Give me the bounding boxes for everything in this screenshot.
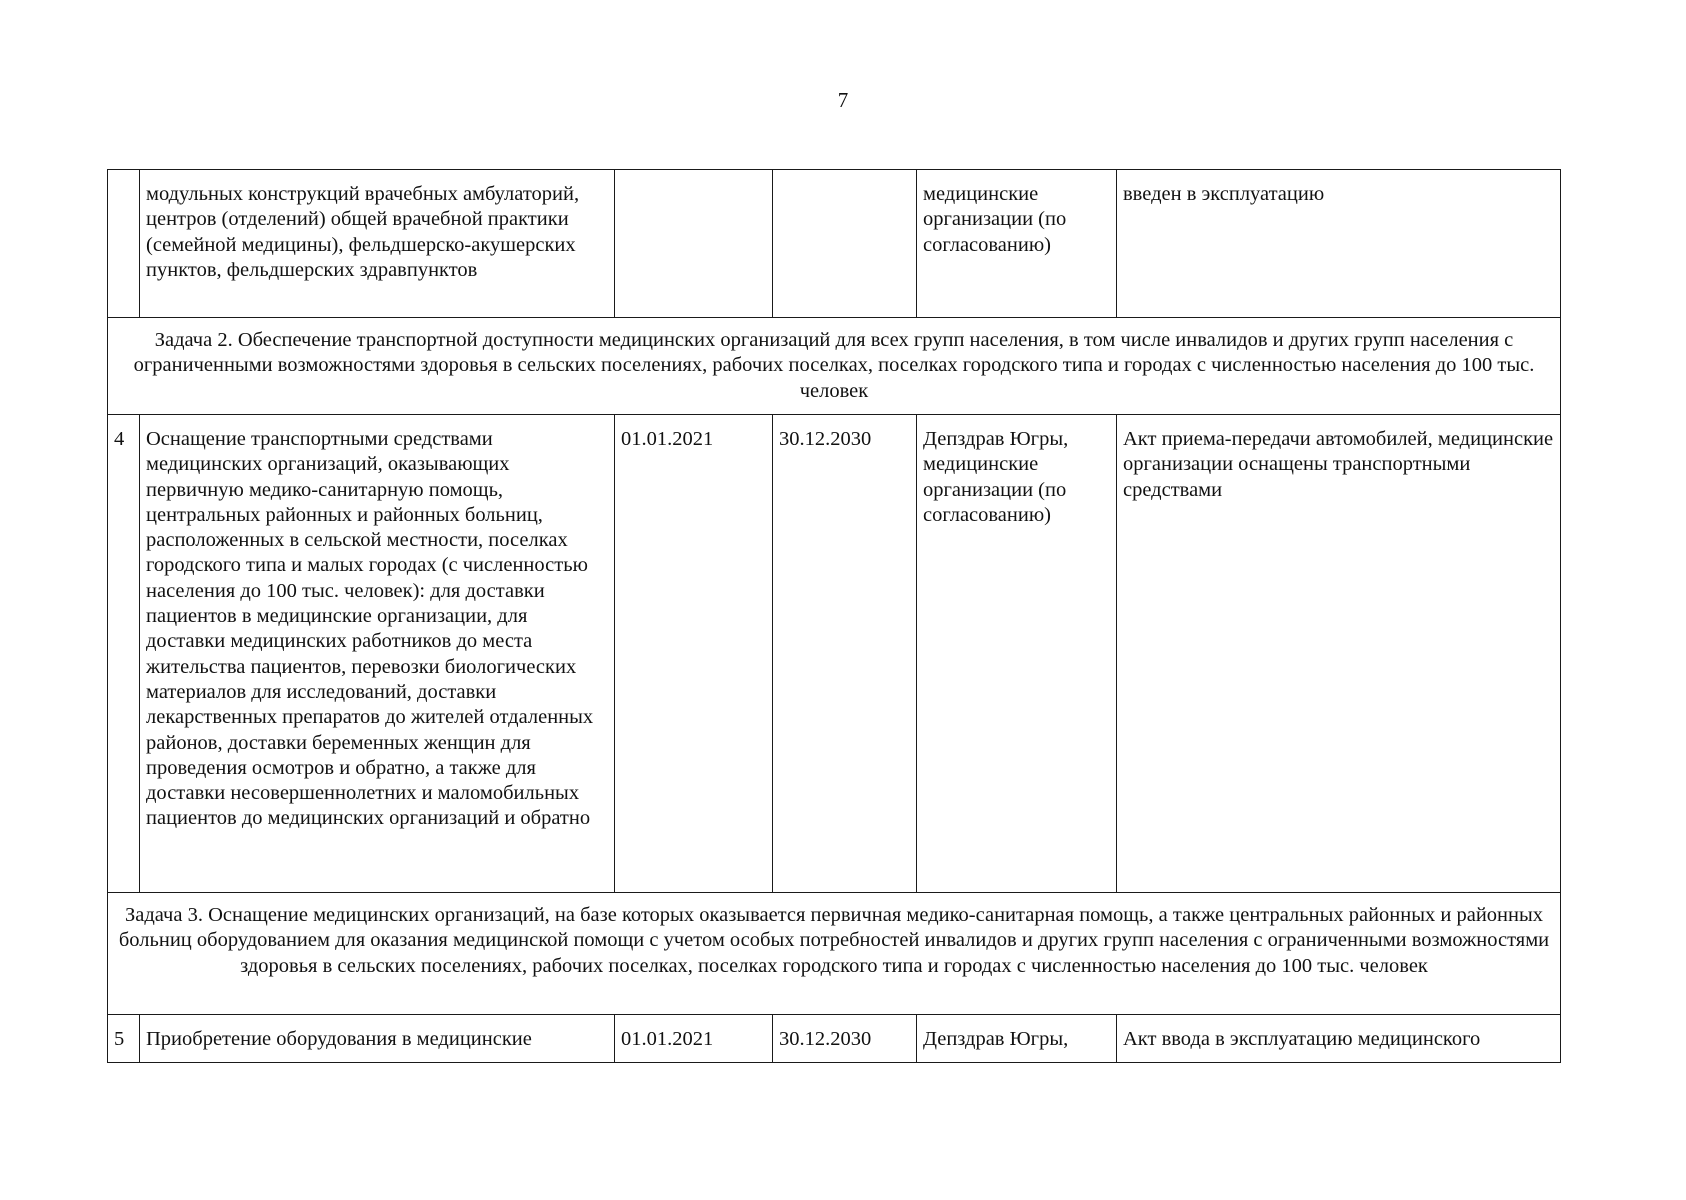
table-row [108,1015,1561,1063]
plan-table [107,169,1561,1063]
row-number: 5 [108,1015,140,1063]
task-heading: Задача 2. Обеспечение транспортной доступности медицинских организаций для всех групп населения, в том числе инвалидов и других групп населения с ограниченными возможностями здоровья в сельских поселениях, рабочих поселках, поселках городского типа и городах с численностью населения до 100 тыс. человек [108,318,1561,415]
responsible-cell: медицинские организации (по согласованию) [917,170,1117,318]
start-date-cell [615,170,773,318]
event-cell: Оснащение транспортными средствами медицинских организаций, оказывающих первичную медико-санитарную помощь, центральных районных и районных больниц, расположенных в сельской местности, поселках городского типа и малых городах (с численностью населения до 100 тыс. человек): для доставки пациентов в медицинские организации, для доставки медицинских работников до места жительства пациентов, перевозки биологических материалов для исследований, доставки лекарственных препаратов до жителей отдаленных районов, доставки беременных женщин для проведения осмотров и обратно, а также для доставки несовершеннолетних и маломобильных пациентов до медицинских организаций и обратно [140,415,615,893]
row-number: 4 [108,415,140,893]
event-cell: модульных конструкций врачебных амбулаторий, центров (отделений) общей врачебной практики (семейной медицины), фельдшерско-акушерских пунктов, фельдшерских здравпунктов [140,170,615,318]
result-cell: Акт ввода в эксплуатацию медицинского [1117,1015,1561,1063]
table-row [108,415,1561,893]
start-date-cell: 01.01.2021 [615,415,773,893]
end-date-cell: 30.12.2030 [773,1015,917,1063]
result-cell: Акт приема-передачи автомобилей, медицинские организации оснащены транспортными средствами [1117,415,1561,893]
start-date-cell: 01.01.2021 [615,1015,773,1063]
end-date-cell: 30.12.2030 [773,415,917,893]
responsible-cell: Депздрав Югры, [917,1015,1117,1063]
responsible-cell: Депздрав Югры, медицинские организации (по согласованию) [917,415,1117,893]
task-row [108,318,1561,415]
row-number [108,170,140,318]
task-heading: Задача 3. Оснащение медицинских организаций, на базе которых оказывается первичная медико-санитарная помощь, а также центральных районных и районных больниц оборудованием для оказания медицинской помощи с учетом особых потребностей инвалидов и других групп населения с ограниченными возможностями здоровья в сельских поселениях, рабочих поселках, поселках городского типа и городах с численностью населения до 100 тыс. человек [108,893,1561,1015]
table-row [108,170,1561,318]
end-date-cell [773,170,917,318]
event-cell: Приобретение оборудования в медицинские [140,1015,615,1063]
result-cell: введен в эксплуатацию [1117,170,1561,318]
task-row [108,893,1561,1015]
page-number: 7 [837,88,849,112]
